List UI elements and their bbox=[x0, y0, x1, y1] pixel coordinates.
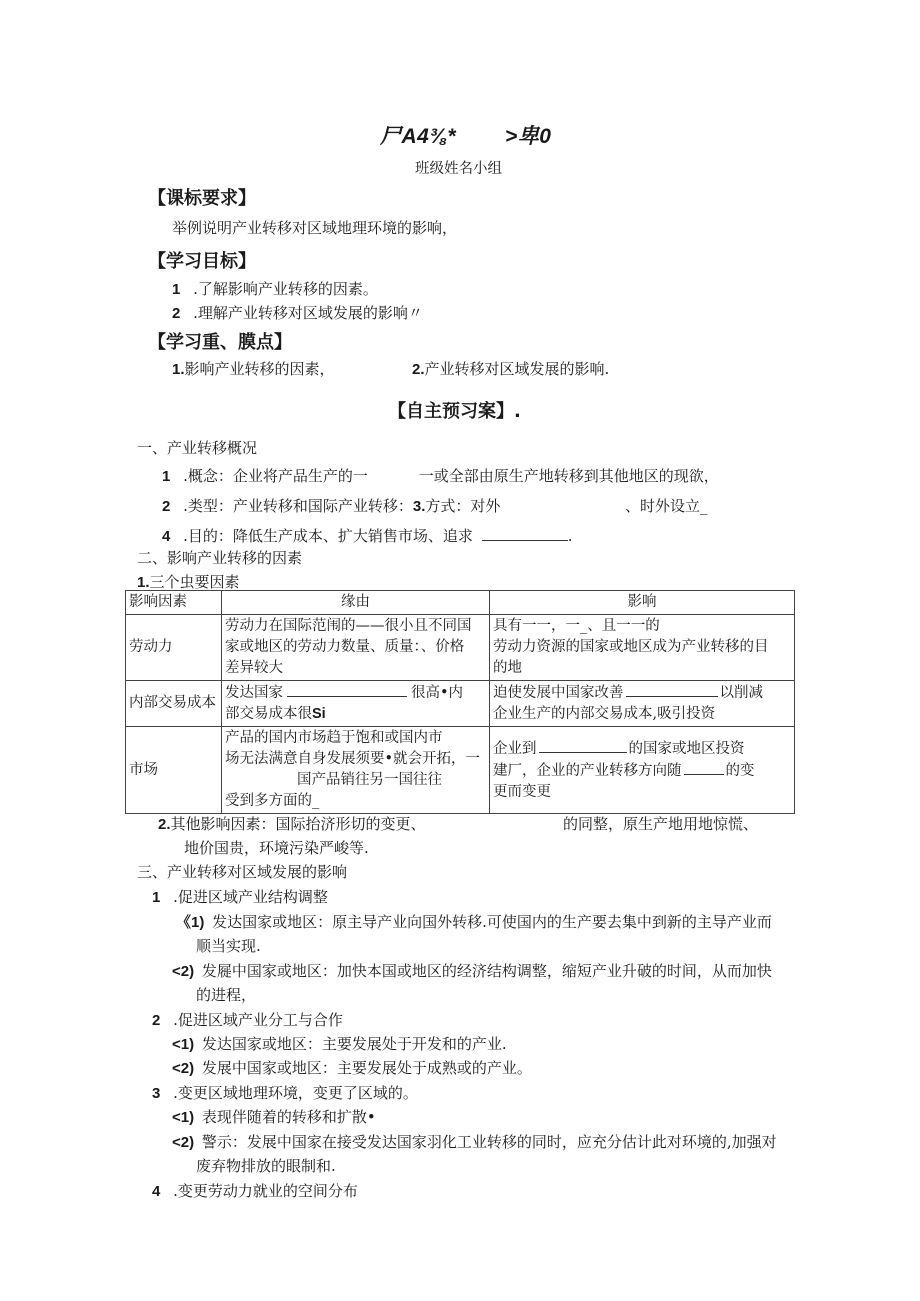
zhongdian-item-1-text: 影响产业转移的因素， bbox=[184, 360, 335, 378]
kebiao-text: 举例说明产业转移对区域地理环境的影响， bbox=[172, 219, 458, 237]
part3-item-3-text: .变更区域地理环境，变更了区域的。 bbox=[173, 1084, 418, 1102]
table-header-factor: 影响因素 bbox=[126, 591, 222, 615]
part1-line-2 bbox=[162, 495, 500, 516]
mubiao-item-2 bbox=[172, 302, 423, 323]
zhongdian-item-1-num: 1. bbox=[172, 361, 185, 378]
table-row bbox=[126, 727, 795, 814]
part3-item-2-num: 2 bbox=[152, 1012, 161, 1029]
part1-line-1-num: 1 bbox=[162, 468, 171, 485]
part3-item-3-2 bbox=[172, 1131, 777, 1152]
part2-sub-1 bbox=[137, 571, 240, 592]
part3-item-3-num: 3 bbox=[152, 1085, 161, 1102]
document-title-left: 尸A4⅜* bbox=[380, 125, 457, 148]
blank-line bbox=[482, 526, 568, 541]
table-header-effect: 影响 bbox=[490, 591, 795, 615]
row-market-reason-2: 场无法满意自身发展须要•就会开拓，一 bbox=[225, 751, 481, 767]
part3-item-4-text: .变更劳动力就业的空间分布 bbox=[173, 1182, 358, 1200]
blank-line bbox=[287, 682, 407, 697]
row-labor-reason-3: 差异较大 bbox=[225, 660, 283, 676]
document-subtitle: 班级姓名小组 bbox=[415, 161, 502, 177]
zhongdian-item-1 bbox=[172, 358, 335, 379]
row-labor-effect-2: 劳动力资源的国家或地区成为产业转移的目 bbox=[493, 639, 769, 655]
part1-line-4-end: . bbox=[567, 527, 573, 545]
part2-sub-1-num: 1. bbox=[137, 574, 150, 591]
part3-item-1 bbox=[152, 886, 328, 907]
row-market-reason-3: 国产品销往另一国往往 bbox=[297, 772, 442, 788]
row-labor-reason bbox=[222, 615, 490, 681]
part1-line-2-a: .类型：产业转移和国际产业转移： bbox=[183, 497, 413, 515]
part1-heading: 一、产业转移概况 bbox=[137, 439, 258, 457]
row-labor-reason-1: 劳动力在国际范闱的——很小且不同国 bbox=[225, 618, 472, 634]
part1-line-1-a: .概念：企业将产品生产的一 bbox=[183, 467, 368, 485]
row-cost-effect-1b: 以削减 bbox=[719, 685, 763, 701]
row-market-effect-1b: 的国家或地区投资 bbox=[628, 740, 745, 757]
part2-other-b: 的同整，原生产地用地惊慌、 bbox=[563, 815, 759, 833]
part3-item-2-text: .促进区域产业分工与合作 bbox=[173, 1011, 343, 1029]
part3-item-3-1-text: 表现伴随着的转移和扩散• bbox=[201, 1108, 376, 1126]
row-market-effect-1a: 企业到 bbox=[493, 740, 537, 757]
part3-heading: 三、产业转移对区域发展的影响 bbox=[137, 863, 348, 881]
part3-item-1-num: 1 bbox=[152, 889, 161, 906]
mubiao-header: 【学习目标】 bbox=[148, 251, 256, 272]
part3-item-1-2 bbox=[172, 960, 772, 981]
part3-item-3-1 bbox=[172, 1106, 376, 1127]
part1-line-4 bbox=[162, 525, 572, 546]
part2-other-line-1 bbox=[158, 813, 426, 834]
mubiao-item-1-text: .了解影响产业转移的因素。 bbox=[193, 280, 378, 298]
row-market-reason-4: 受到多方面的_ bbox=[225, 793, 320, 809]
row-labor-factor: 劳动力 bbox=[126, 615, 222, 681]
zhongdian-item-2-num: 2. bbox=[412, 361, 425, 378]
part2-other-a: 其他影响因素：国际抬济形切的变更、 bbox=[170, 815, 426, 833]
mubiao-item-2-num: 2 bbox=[172, 305, 181, 322]
part3-item-3-1-num: <1) bbox=[172, 1109, 195, 1126]
part3-item-1-text: .促进区域产业结构调整 bbox=[173, 888, 328, 906]
part3-item-1-1 bbox=[176, 911, 772, 932]
table-header-row bbox=[126, 591, 795, 615]
part1-line-2-b: 方式：对外 bbox=[425, 497, 501, 515]
part3-item-2-1-num: <1) bbox=[172, 1036, 195, 1053]
part3-item-2-2 bbox=[172, 1057, 532, 1078]
part3-item-2 bbox=[152, 1009, 343, 1030]
part3-item-1-1-a: 发达国家或地区：原主导产业向国外转移.可使国内的生产要去集中到新的主导产业而 bbox=[212, 913, 772, 931]
row-cost-effect-2: 企业生产的内部交易成本,吸引投资 bbox=[493, 706, 716, 722]
row-cost-reason-1a: 发达国家 bbox=[225, 685, 283, 701]
row-labor-reason-2: 家或地区的劳动力数量、质量：、价格 bbox=[225, 639, 465, 655]
part3-item-1-1-num: 《1) bbox=[176, 914, 205, 931]
row-cost-reason-2b: Si bbox=[312, 706, 326, 722]
blank-line bbox=[539, 738, 627, 753]
row-cost-reason-2 bbox=[225, 704, 486, 725]
part3-item-2-1 bbox=[172, 1033, 507, 1054]
part2-sub-1-text: 三个虫要因素 bbox=[149, 573, 240, 591]
part2-other-c: 地价国贵，环境污染严峻等. bbox=[184, 839, 369, 857]
row-market-effect-1 bbox=[493, 738, 791, 760]
part3-item-2-1-text: 发达国家或地区：主要发展处于开发和的产业. bbox=[201, 1035, 507, 1053]
row-market-effect bbox=[490, 727, 795, 814]
row-market-factor: 市场 bbox=[126, 727, 222, 814]
part1-line-2-c: 、时外设立_ bbox=[625, 497, 708, 515]
row-market-effect-2a: 建厂，企业的产业转移方向随 bbox=[493, 762, 682, 779]
yuxi-header: 【自主预习案】. bbox=[388, 401, 521, 422]
part3-item-2-2-num: <2) bbox=[172, 1060, 195, 1077]
part2-other-num: 2. bbox=[158, 816, 171, 833]
part1-line-2-num3: 3. bbox=[412, 498, 426, 515]
row-cost-reason bbox=[222, 681, 490, 727]
part3-item-4 bbox=[152, 1180, 358, 1201]
blank-line bbox=[684, 760, 724, 775]
part3-item-1-2-a: 发屣中国家或地区：加快本国或地区的经济结构调整，缩短产业升破的时间，从而加快 bbox=[201, 962, 772, 980]
row-cost-reason-1b: 很高•内 bbox=[411, 685, 464, 701]
row-market-effect-2b: 的变 bbox=[725, 762, 755, 779]
part3-item-3-2-b: 废弃物排放的眼制和. bbox=[196, 1157, 336, 1175]
row-market-reason-1: 产品的国内市场趋于饱和或国内市 bbox=[225, 730, 443, 746]
zhongdian-item-2 bbox=[412, 358, 609, 379]
zhongdian-item-2-text: 产业转移对区域发展的影响. bbox=[424, 360, 610, 378]
row-market-effect-3: 更而变更 bbox=[493, 783, 551, 800]
row-labor-effect-1: 具有一一，一_、且一一的 bbox=[493, 618, 660, 634]
table-row bbox=[126, 681, 795, 727]
part3-item-1-2-num: <2) bbox=[172, 963, 195, 980]
row-cost-effect-1 bbox=[493, 682, 791, 704]
part3-item-4-num: 4 bbox=[152, 1183, 161, 1200]
mubiao-item-1 bbox=[172, 278, 378, 299]
row-cost-factor: 内部交易成本 bbox=[126, 681, 222, 727]
row-cost-reason-2a: 部交易成本很 bbox=[225, 706, 312, 722]
zhongdian-header: 【学习重、膜点】 bbox=[148, 332, 292, 353]
kebiao-header: 【课标要求】 bbox=[148, 188, 256, 209]
row-market-effect-2 bbox=[493, 760, 791, 782]
part1-line-1-b: 一或全部由原生产地转移到其他地区的现欲， bbox=[418, 467, 719, 485]
table-row bbox=[126, 615, 795, 681]
part1-line-4-a: .目的：降低生产成本、扩大销售市场、追求 bbox=[183, 527, 473, 545]
factors-table bbox=[125, 590, 795, 814]
row-cost-reason-1 bbox=[225, 682, 486, 704]
part3-item-3 bbox=[152, 1082, 418, 1103]
part1-line-4-num: 4 bbox=[162, 528, 171, 545]
mubiao-item-2-text: .理解产业转移对区域发展的影响〃 bbox=[193, 304, 423, 322]
part3-item-2-2-text: 发展中国家或地区：主要发展处于成熟或的产业。 bbox=[201, 1059, 532, 1077]
mubiao-item-1-num: 1 bbox=[172, 281, 181, 298]
part3-item-3-2-num: <2) bbox=[172, 1134, 195, 1151]
part1-line-1 bbox=[162, 465, 719, 486]
part3-item-1-1-b: 顺当实现. bbox=[196, 937, 261, 955]
row-cost-effect bbox=[490, 681, 795, 727]
table-header-reason: 缘由 bbox=[222, 591, 490, 615]
part3-item-1-2-b: 的进程， bbox=[196, 986, 257, 1004]
row-labor-effect-3: 的地 bbox=[493, 660, 522, 676]
document-title-right: >卑0 bbox=[505, 125, 552, 148]
part1-line-2-num: 2 bbox=[162, 498, 171, 515]
row-labor-effect bbox=[490, 615, 795, 681]
part2-heading: 二、影响产业转移的因素 bbox=[137, 549, 303, 567]
part3-item-3-2-a: 警示：发展中国家在接受发达国家羽化工业转移的同时，应充分估计此对环境的,加强对 bbox=[201, 1133, 777, 1151]
row-cost-effect-1a: 迫使发展中国家改善 bbox=[493, 685, 624, 701]
blank-line bbox=[626, 682, 718, 697]
row-market-reason bbox=[222, 727, 490, 814]
